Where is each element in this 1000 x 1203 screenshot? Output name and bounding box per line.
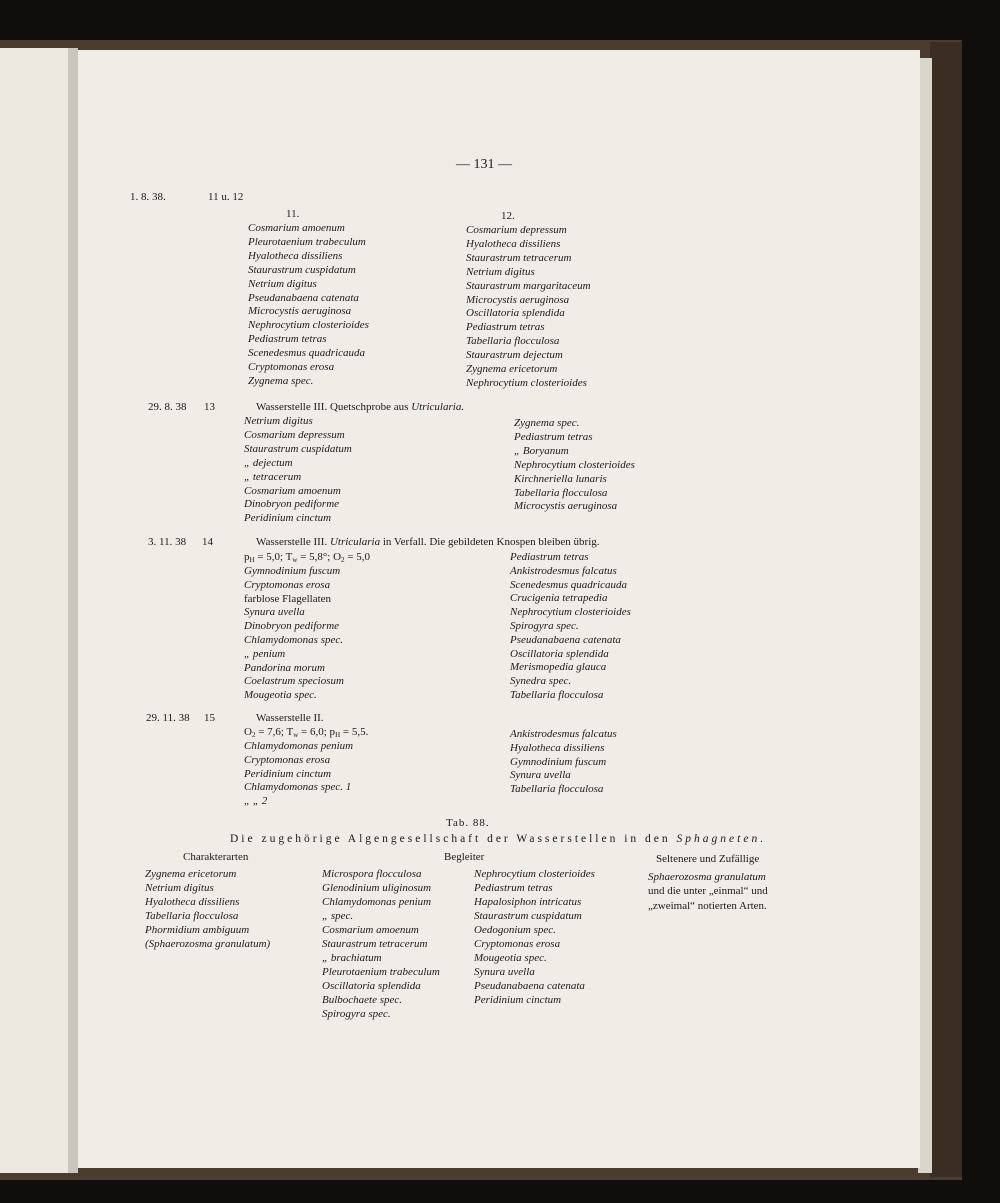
entry-number: 14 (202, 536, 213, 548)
species-name: Staurastrum cuspidatum (248, 263, 356, 276)
species-name: Synura uvella (244, 606, 305, 619)
species-name: Hyalotheca dissiliens (466, 237, 561, 250)
species-name: Spirogyra spec. (510, 620, 579, 632)
species-name: Staurastrum margaritaceum (466, 279, 591, 292)
entry-number: 13 (204, 401, 215, 413)
species-name: (Sphaerozosma granulatum) (145, 938, 271, 950)
species-name: Spirogyra spec. (322, 1008, 391, 1020)
column-header-seltenere: Seltenere und Zufällige (656, 853, 760, 865)
species-name: Staurastrum cuspidatum (244, 442, 352, 455)
species-name: Netrium digitus (466, 265, 535, 278)
species-name: Nephrocytium closterioides (466, 376, 587, 389)
species-name: Crucigenia tetrapedia (510, 592, 608, 605)
species-name: Cosmarium depressum (244, 428, 345, 441)
species-name: Peridinium cinctum (244, 767, 332, 780)
species-name: Ankistrodesmus falcatus (510, 728, 617, 740)
book-page (78, 50, 920, 1168)
species-name: Chlamydomonas penium (244, 740, 354, 752)
species-name: Staurastrum cuspidatum (474, 910, 582, 922)
species-name: „ brachiatum (322, 952, 382, 964)
species-name: Microcystis aeruginosa (466, 293, 570, 306)
entry-date: 29. 8. 38 (148, 401, 187, 413)
species-name: Mougeotia spec. (474, 952, 547, 964)
species-name: Scenedesmus quadricauda (248, 347, 366, 360)
species-name: Pediastrum tetras (466, 321, 545, 334)
species-name: Pleurotaenium trabeculum (322, 966, 440, 978)
entry-heading (256, 535, 600, 549)
entry-heading (256, 400, 464, 414)
species-name: Cryptomonas erosa (474, 938, 561, 950)
column-heading: 11. (286, 208, 300, 220)
entry-date: 1. 8. 38. (130, 191, 166, 203)
table-caption: Die zugehörige Algengesellschaft der Wasserstellen in den Sphagneten. (230, 833, 767, 845)
species-name: Tabellaria flocculosa (510, 689, 604, 701)
species-name: Peridinium cinctum (474, 994, 562, 1006)
species-name: Oedogonium spec. (474, 924, 556, 936)
species-name: Pseudanabaena catenata (474, 980, 585, 992)
species-name: Glenodinium uliginosum (322, 882, 432, 894)
species-name: Nephrocytium closterioides (510, 606, 631, 619)
species-name: Nephrocytium closterioides (474, 868, 595, 880)
species-name: Coelastrum speciosum (244, 675, 344, 688)
species-name: Oscillatoria splendida (322, 980, 421, 992)
species-name: Cosmarium depressum (466, 224, 567, 236)
species-name: Cosmarium amoenum (248, 222, 345, 234)
entry-number: 11 u. 12 (208, 191, 244, 203)
species-name: Pseudanabaena catenata (248, 291, 359, 304)
species-name: Microcystis aeruginosa (248, 305, 352, 318)
species-name: Zygnema ericetorum (145, 868, 237, 880)
species-name: Chlamydomonas spec. (244, 634, 343, 646)
species-name: Mougeotia spec. (244, 689, 317, 702)
species-name: Hyalotheca dissiliens (510, 741, 605, 754)
species-name: Kirchneriella lunaris (514, 472, 607, 485)
species-name: Staurastrum tetracerum (322, 938, 428, 950)
species-name: Bulbochaete spec. (322, 994, 403, 1006)
species-name: Oscillatoria splendida (510, 647, 609, 660)
species-name: Cryptomonas erosa (244, 578, 331, 591)
species-name: Cosmarium amoenum (244, 484, 341, 497)
species-name: Cryptomonas erosa (248, 361, 335, 373)
species-name: Hyalotheca dissiliens (145, 896, 240, 908)
left-page-edge (0, 48, 68, 1173)
species-name: Pandorina morum (244, 661, 325, 674)
species-name: Synura uvella (510, 769, 571, 782)
species-name: Chlamydomonas penium (322, 896, 432, 908)
species-name: Dinobryon pediforme (244, 620, 340, 633)
entry-number: 15 (204, 712, 215, 724)
species-name: Gymnodinium fuscum (510, 755, 607, 768)
species-name: Netrium digitus (248, 277, 317, 290)
species-name: „ penium (244, 647, 286, 660)
column-header-charakterarten: Charakterarten (183, 851, 249, 863)
species-name: Zygnema spec. (248, 374, 314, 387)
species-name: Staurastrum dejectum (466, 349, 563, 362)
species-name: Nephrocytium closterioides (248, 319, 369, 332)
page-stack-edge (918, 58, 932, 1173)
species-name: Nephrocytium closterioides (514, 458, 635, 471)
heading-taxon: Utricularia (329, 536, 381, 548)
species-name: Ankistrodesmus falcatus (510, 564, 617, 577)
species-name: Merismopedia glauca (510, 661, 607, 674)
species-name: Chlamydomonas spec. 1 (244, 781, 352, 794)
species-name: Zygnema ericetorum (466, 363, 558, 375)
species-name: Oscillatoria splendida (466, 307, 565, 320)
species-name: Pediastrum tetras (474, 882, 553, 894)
species-name: Dinobryon pediforme (244, 498, 340, 511)
species-name: Pseudanabaena catenata (510, 633, 621, 646)
species-name: Pleurotaenium trabeculum (248, 235, 366, 248)
heading-text: Wasserstelle III. (256, 536, 330, 548)
species-name: Tabellaria flocculosa (514, 486, 608, 499)
species-name: Hapalosiphon intricatus (474, 896, 582, 908)
species-name: Cosmarium amoenum (322, 924, 419, 936)
species-name: „ spec. (322, 910, 354, 922)
seltenere-note: „zweimal“ notierten Arten. (648, 900, 767, 912)
entry-date: 29. 11. 38 (146, 712, 190, 724)
heading-text: Wasserstelle III. Quetschprobe aus (256, 401, 412, 413)
species-name: Pediastrum tetras (514, 430, 593, 443)
species-name: Netrium digitus (244, 415, 313, 427)
species-name: „ tetracerum (244, 470, 302, 483)
species-name: Staurastrum tetracerum (466, 251, 572, 264)
species-name: Gymnodinium fuscum (244, 565, 341, 577)
species-name: Scenedesmus quadricauda (510, 578, 628, 591)
table-label: Tab. 88. (446, 817, 490, 829)
cover-edge (930, 42, 962, 1177)
species-name: farblose Flagellaten (244, 592, 332, 605)
book-gutter (68, 48, 78, 1173)
species-name: Microspora flocculosa (322, 868, 422, 880)
page-number: — 131 — (456, 157, 512, 172)
column-header-begleiter: Begleiter (444, 851, 485, 863)
species-name: „ dejectum (244, 456, 293, 469)
species-name: Pediastrum tetras (510, 551, 589, 563)
entry-date: 3. 11. 38 (148, 536, 187, 548)
species-name: Tabellaria flocculosa (510, 783, 604, 796)
species-name: „ Boryanum (514, 444, 569, 457)
measurements: $p_H = 5,0$; $T_w = 5,8^\circ$; $O_2 = 5,0$ (244, 551, 370, 564)
species-name: Cryptomonas erosa (244, 753, 331, 766)
seltenere-species: Sphaerozosma granulatum (648, 871, 766, 883)
species-name: Hyalotheca dissiliens (248, 249, 343, 262)
species-name: Peridinium cinctum (244, 512, 332, 525)
heading-text: in Verfall. Die gebildeten Knospen bleiben übrig. (380, 536, 600, 548)
seltenere-note: und die unter „einmal“ und (648, 885, 768, 897)
heading-taxon: Utricularia. (411, 401, 465, 413)
species-name: Synura uvella (474, 966, 535, 978)
species-name: „ „ 2 (244, 795, 268, 808)
species-name: Zygnema spec. (514, 417, 580, 429)
column-heading: 12. (501, 210, 515, 222)
entry-heading: Wasserstelle II. (256, 712, 324, 724)
species-name: Phormidium ambiguum (145, 924, 250, 936)
species-name: Synedra spec. (510, 675, 572, 688)
species-name: Microcystis aeruginosa (514, 500, 618, 513)
species-name: Netrium digitus (145, 882, 214, 894)
species-name: Tabellaria flocculosa (466, 335, 560, 348)
measurements: $O_2 = 7,6$; $T_w = 6,0$; $p_H = 5,5$. (244, 726, 369, 739)
species-name: Tabellaria flocculosa (145, 910, 239, 922)
species-name: Pediastrum tetras (248, 333, 327, 346)
